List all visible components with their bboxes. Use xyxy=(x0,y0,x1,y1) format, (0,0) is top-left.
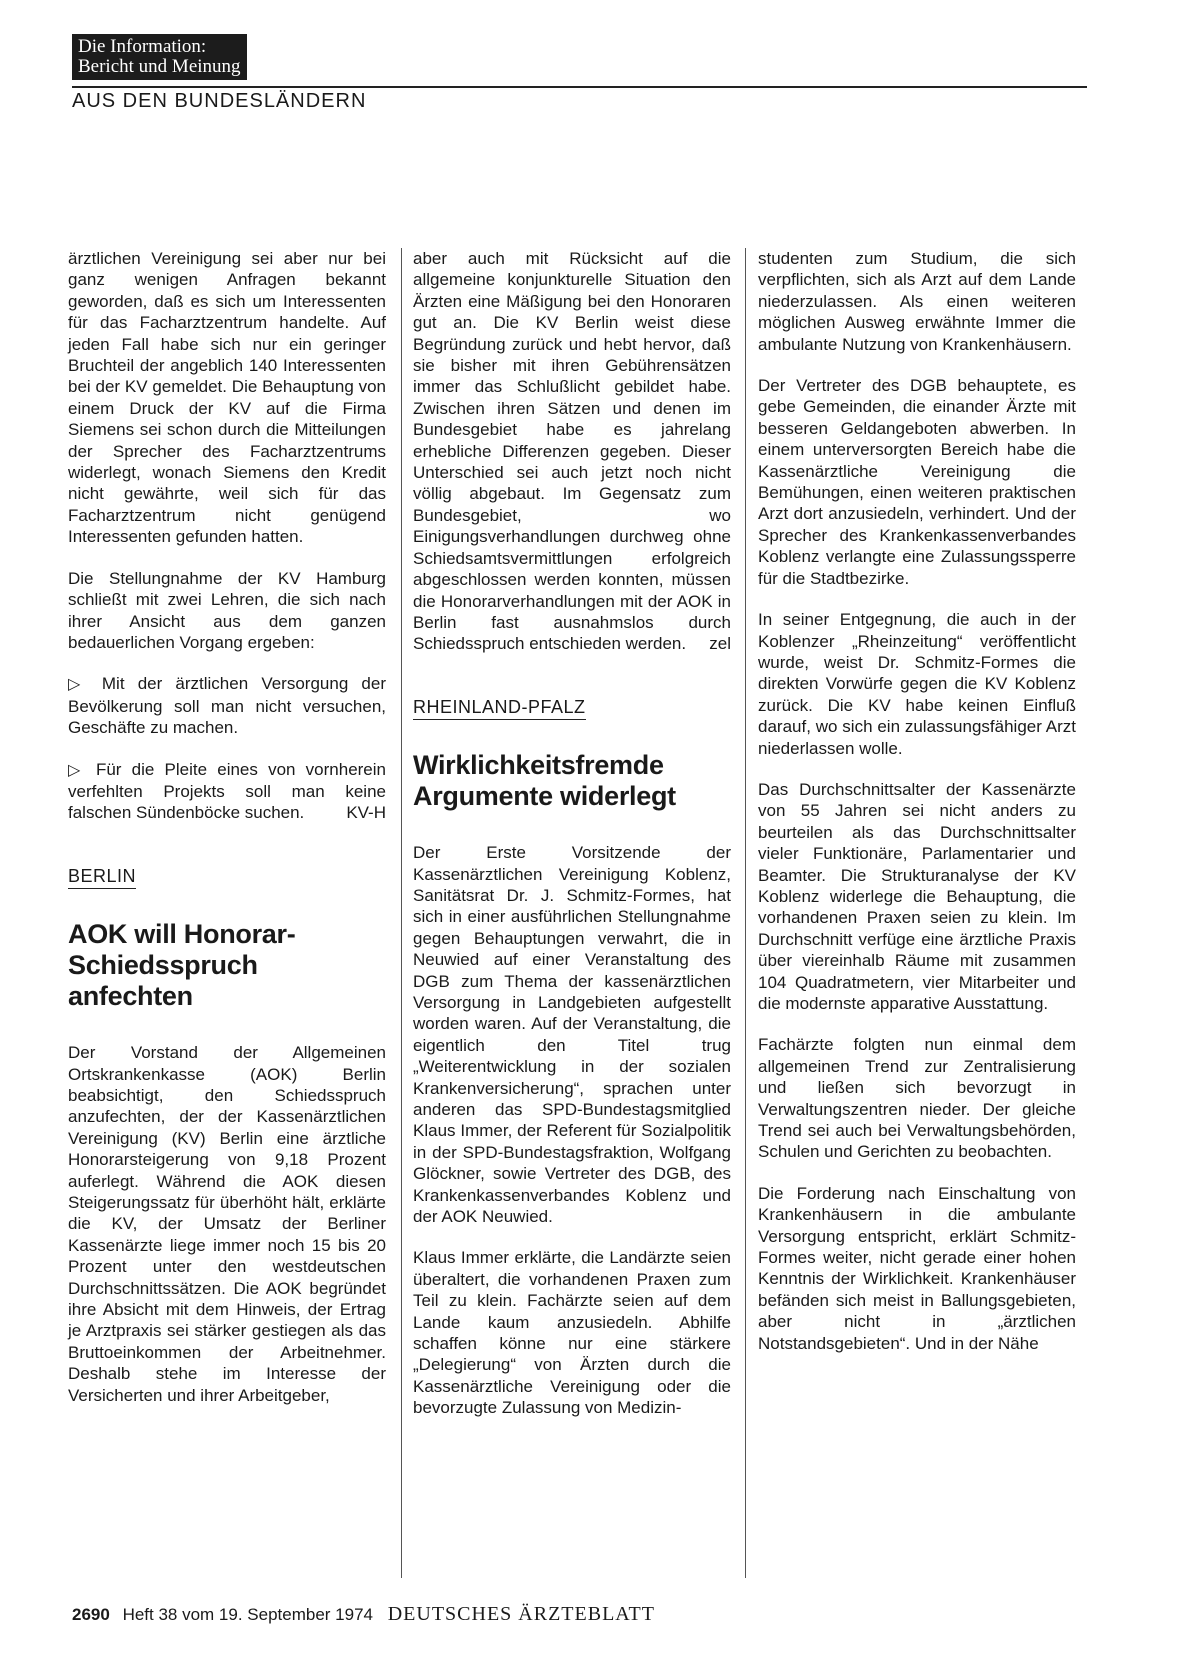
triangle-bullet-icon: ▷ xyxy=(68,676,89,694)
triangle-bullet-icon: ▷ xyxy=(68,761,86,779)
bullet-text: Mit der ärztlichen Versorgung der Bevölkerung soll man nicht versuchen, Geschäfte zu machen. xyxy=(68,674,386,738)
column-1 xyxy=(68,248,386,1426)
column-divider-2 xyxy=(745,248,746,1578)
paragraph: Der Erste Vorsitzende der Kassenärztlichen Vereinigung Koblenz, Sanitätsrat Dr. J. Schmitz-Formes, hat sich in einer ausführlichen Stellungnahme gegen Behauptungen verwahrt, die in Neuwied auf einer Veranstaltung des DGB zum Thema der kassenärztlichen Versorgung in Landgebieten aufgestellt worden waren. Auf der Veranstaltung, die eigentlich den Titel trug „Weiterentwicklung in der sozialen Krankenversicherung“, sprachen unter anderen das SPD-Bundestagsmitglied Klaus Immer, der Referent für Sozialpolitik in der SPD-Bundestagsfraktion, Wolfgang Glöckner, sowie Vertreter des DGB, des Krankenkassenverbandes Koblenz und der AOK Neuwied. xyxy=(413,843,731,1227)
column-2 xyxy=(413,248,731,1439)
magazine-name: DEUTSCHES ÄRZTEBLATT xyxy=(387,1603,655,1625)
paragraph: ärztlichen Vereinigung sei aber nur bei ganz wenigen Anfragen bekannt geworden, daß es sich um Interessenten für das Facharztzentrum handelte. Auf jeden Fall habe sich nur ein geringer Bruchteil der angeblich 140 Interessenten bei der KV gemeldet. Die Behauptung von einem Druck der KV auf die Firma Siemens sei schon durch die Mitteilungen der Sprecher des Facharztzentrums widerlegt, wonach Siemens den Kredit nicht gewährte, weil sich für das Facharztzentrum nicht genügend Interessenten gefunden hatten. xyxy=(68,249,386,547)
author-signature: zel xyxy=(709,634,731,654)
paragraph: Der Vorstand der Allgemeinen Ortskrankenkasse (AOK) Berlin beabsichtigt, den Schiedsspruch anzufechten, der der Kassenärztlichen Vereinigung (KV) Berlin eine ärztliche Honorarsteigerung von 9,18 Prozent auferlegt. Während die AOK diesen Steigerungssatz für überhöht hält, erklärte die KV, der Umsatz der Berliner Kassenärzte liege immer noch 15 bis 20 Prozent unter den westdeutschen Durchschnittssätzen. Die AOK begründet ihre Absicht mit dem Hinweis, der Ertrag je Arztpraxis sei stärker gestiegen als das Bruttoeinkommen der Arbeitnehmer. Deshalb stehe im Interesse der Versicherten und ihrer Arbeitgeber, xyxy=(68,1043,386,1405)
paragraph xyxy=(413,248,731,655)
paragraph: In seiner Entgegnung, die auch in der Koblenzer „Rheinzeitung“ veröffentlicht wurde, weist Dr. Schmitz-Formes die direkten Vorwürfe gegen die KV Koblenz zurück. Die KV habe keinen Einfluß darauf, wo sich ein zulassungsfähiger Arzt niederlassen wolle. xyxy=(758,610,1076,758)
paragraph: Klaus Immer erklärte, die Landärzte seien überaltert, die vorhandenen Praxen zum Teil zu klein. Fachärzte seien auf dem Lande kaum anzusiedeln. Abhilfe schaffen könne nur eine stärkere „Delegierung“ von Ärzten durch die Kassenärztliche Vereinigung oder die bevorzugte Zulassung von Medizin- xyxy=(413,1248,731,1418)
bullet-item xyxy=(68,759,386,824)
rubric-line-1: Die Information: xyxy=(78,36,207,57)
issue-info: Heft 38 vom 19. September 1974 xyxy=(122,1605,373,1624)
column-divider-1 xyxy=(401,248,402,1578)
article-headline: Wirklichkeitsfremde Argumente widerlegt xyxy=(413,750,676,812)
page-number: 2690 xyxy=(72,1605,110,1624)
paragraph: Fachärzte folgten nun einmal dem allgemeinen Trend zur Zentralisierung und ließen sich bevorzugt in Verwaltungszentren nieder. Der gleiche Trend sei auch bei Verwaltungsbehörden, Schulen und Gerichten zu beobachten. xyxy=(758,1035,1076,1162)
column-3 xyxy=(758,248,1076,1374)
region-label: BERLIN xyxy=(68,866,136,889)
article-headline: AOK will Honorar-Schiedsspruch anfechten xyxy=(68,919,296,1012)
rubric-line-2: Bericht und Meinung xyxy=(78,56,241,77)
bullet-item xyxy=(68,673,386,738)
header-rule xyxy=(72,86,1087,88)
rubric-box xyxy=(72,34,247,80)
bullet-text: Für die Pleite eines von vornherein verfehlten Projekts soll man keine falschen Sündenböcke suchen. xyxy=(68,759,386,823)
page-footer xyxy=(72,1603,655,1626)
paragraph: Der Vertreter des DGB behauptete, es gebe Gemeinden, die einander Ärzte mit besseren Geldangeboten abwerben. In einem unterversorgten Bereich habe die Kassenärztliche Vereinigung die Bemühungen, einen weiteren praktischen Arzt dort anzusiedeln, verhindert. Und der Sprecher des Krankenkassenverbandes Koblenz verlangte eine Zulassungssperre für die Stadtbezirke. xyxy=(758,376,1076,588)
paragraph: Die Stellungnahme der KV Hamburg schließt mit zwei Lehren, die sich nach ihrer Ansicht aus dem ganzen bedauerlichen Vorgang ergeben: xyxy=(68,568,386,652)
paragraph-text: aber auch mit Rücksicht auf die allgemeine konjunkturelle Situation den Ärzten eine Mäßigung bei den Honoraren gut an. Die KV Berlin weist diese Begründung zurück und hebt hervor, daß sie bisher mit ihren Gebührensätzen immer das Schlußlicht gebildet habe. Zwischen ihren Sätzen und denen im Bundesgebiet habe es jahrelang erhebliche Differenzen gegeben. Dieser Unterschied sei auch jetzt noch nicht völlig abgebaut. Im Gegensatz zum Bundesgebiet, wo Einigungsverhandlungen durchweg ohne Schiedsamtsvermittlungen erfolgreich abgeschlossen werden konnten, müssen die Honorarverhandlungen mit der AOK in Berlin fast ausnahmslos durch Schiedsspruch entschieden werden. xyxy=(413,249,731,654)
paragraph: studenten zum Studium, die sich verpflichten, sich als Arzt auf dem Lande niederzulassen. Als einen weiteren möglichen Ausweg erwähnte Immer die ambulante Nutzung von Krankenhäusern. xyxy=(758,249,1076,354)
region-label: RHEINLAND-PFALZ xyxy=(413,697,586,720)
paragraph: Die Forderung nach Einschaltung von Krankenhäusern in die ambulante Versorgung entspricht, erklärt Schmitz-Formes weiter, nicht gerade einer hohen Kenntnis der Wirklichkeit. Krankenhäuser befänden sich meist in Ballungsgebieten, aber nicht in „ärztlichen Notstandsgebieten“. Und in der Nähe xyxy=(758,1183,1076,1353)
author-signature: KV-H xyxy=(346,803,386,823)
paragraph: Das Durchschnittsalter der Kassenärzte von 55 Jahren sei nicht anders zu beurteilen als das Durchschnittsalter vieler Funktionäre, Parlamentarier und Beamter. Die Strukturanalyse der KV Koblenz widerlege die Behauptung, die vorhandenen Praxen seien zu klein. Im Durchschnitt verfüge eine ärztliche Praxis über viereinhalb Räume mit zusammen 104 Quadratmetern, vier Mitarbeiter und die modernste apparative Ausstattung. xyxy=(758,779,1076,1013)
section-title: AUS DEN BUNDESLÄNDERN xyxy=(72,90,367,112)
